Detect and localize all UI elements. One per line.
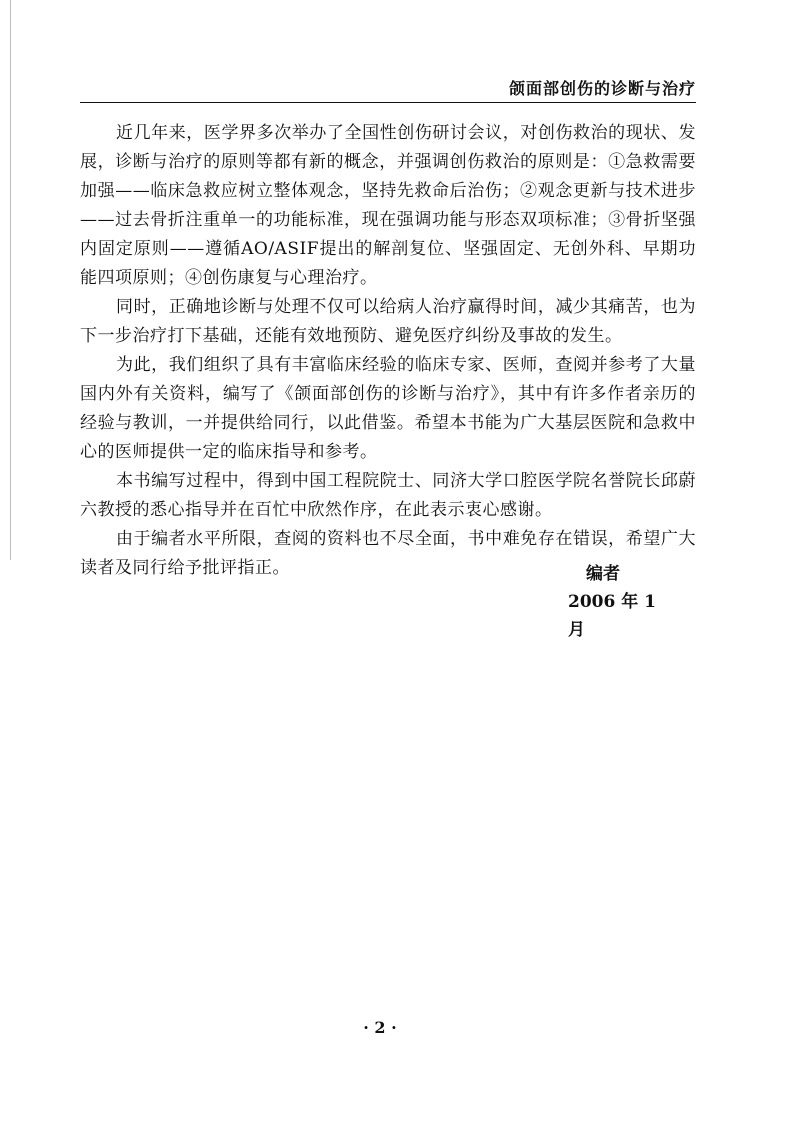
preface-paragraph-3: 为此，我们组织了具有丰富临床经验的临床专家、医师，查阅并参考了大量国内外有关资料，编写了《颌面部创伤的诊断与治疗》，其中有许多作者亲历的经验与教训，一并提供给同行，以此借鉴。希望本书能为广大基层医院和急救中心的医师提供一定的临床指导和参考。	[80, 355, 696, 462]
page-number: · 2 ·	[363, 1018, 397, 1037]
signature-date: 2006 年 1 月	[568, 592, 656, 640]
running-head-title: 颌面部创伤的诊断与治疗	[508, 79, 696, 98]
preface-paragraph-2: 同时，正确地诊断与处理不仅可以给病人治疗赢得时间，减少其痛苦，也为下一步治疗打下基础，还能有效地预防、避免医疗纠纷及事故的发生。	[80, 297, 696, 346]
scan-edge-line	[10, 0, 11, 560]
preface-paragraph-4: 本书编写过程中，得到中国工程院院士、同济大学口腔医学院名誉院长邱蔚六教授的悉心指导并在百忙中欣然作序，在此表示衷心感谢。	[80, 471, 696, 520]
preface-body	[80, 119, 696, 583]
preface-paragraph-1: 近几年来，医学界多次举办了全国性创伤研讨会议，对创伤救治的现状、发展，诊断与治疗的原则等都有新的概念，并强调创伤救治的原则是：①急救需要加强——临床急救应树立整体观念，坚持先救命后治伤；②观念更新与技术进步——过去骨折注重单一的功能标准，现在强调功能与形态双项标准；③骨折坚强内固定原则——遵循AO/ASIF提出的解剖复位、坚强固定、无创外科、早期功能四项原则；④创伤康复与心理治疗。	[80, 123, 696, 288]
signature-author: 编者	[586, 564, 620, 584]
preface-paragraph-5: 由于编者水平所限，查阅的资料也不尽全面，书中难免存在错误，希望广大读者及同行给予批评指正。	[80, 529, 696, 578]
header-rule	[80, 102, 696, 103]
signature-block	[540, 560, 670, 644]
